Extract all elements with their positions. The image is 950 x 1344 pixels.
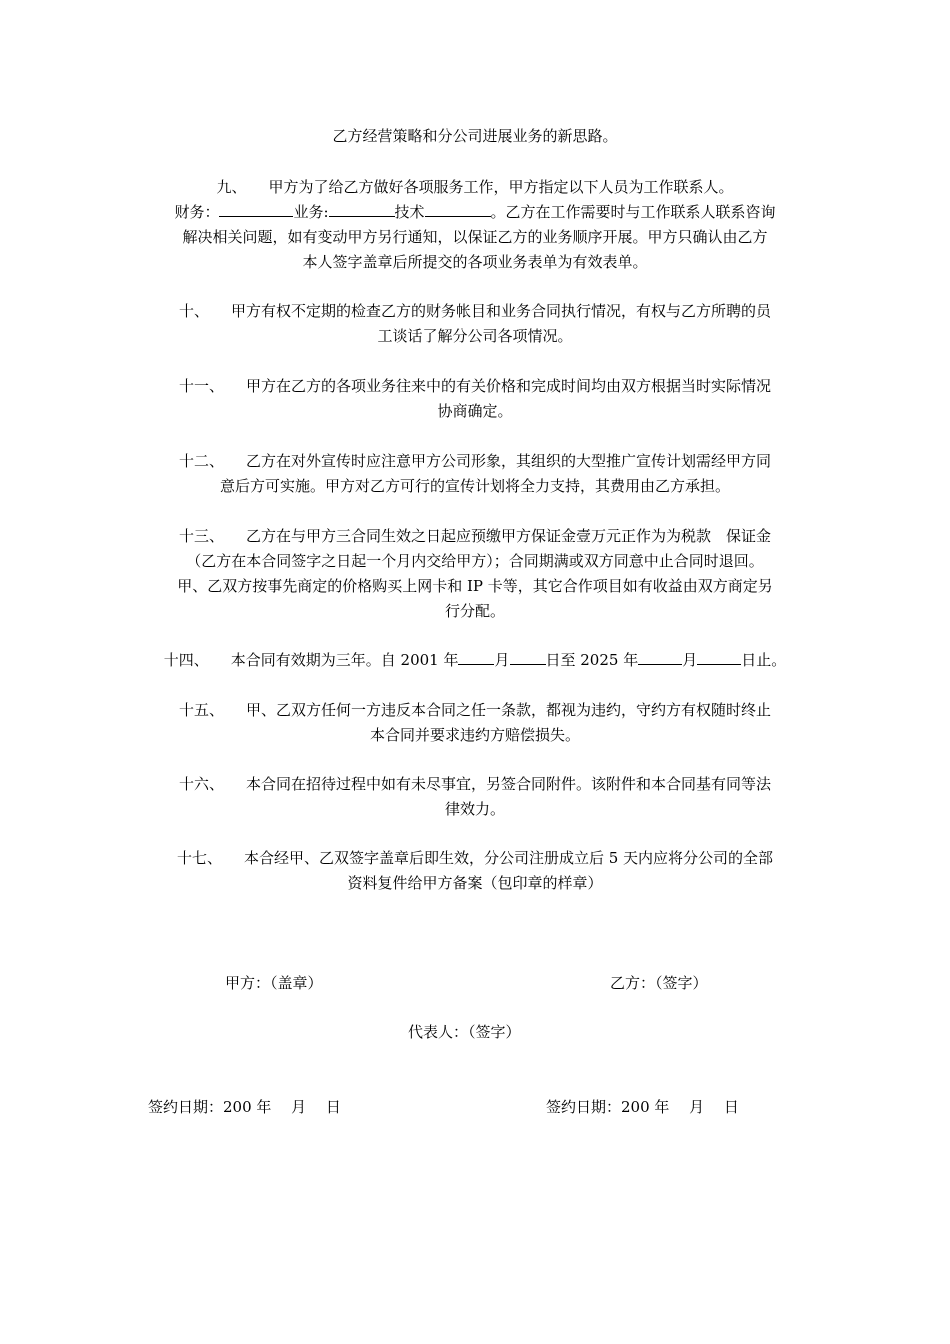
clause-17-line-1 [140, 846, 810, 871]
clause-17-text-1: 本合经甲、乙双签字盖章后即生效，分公司注册成立后 5 天内应将分公司的全部 [243, 849, 774, 867]
clause-9-line-3: 解决相关问题，如有变动甲方另行通知，以保证乙方的业务顺序开展。甲方只确认由乙方 [182, 228, 768, 246]
clause-15-line-1 [140, 698, 810, 723]
clause-16-text-1: 本合同在招待过程中如有未尽事宜，另签合同附件。该附件和本合同基有同等法 [246, 775, 772, 793]
clause-11-text-1: 甲方在乙方的各项业务往来中的有关价格和完成时间均由双方根据当时实际情况 [246, 377, 772, 395]
party-b-sign-date: 签约日期：200 年 月 日 [546, 1098, 739, 1116]
clause-14-text-3: 日止。 [741, 651, 787, 669]
clause-14-line-1 [140, 648, 810, 673]
start-day-blank[interactable] [510, 648, 546, 665]
clause-9-number: 九、 [216, 178, 247, 196]
business-label: 业务: [293, 203, 329, 221]
clause-14-text-1: 本合同有效期为三年。自 2001 年 [230, 651, 459, 669]
clause-13-line-2: （乙方在本合同签字之日起一个月内交给甲方）；合同期满或双方同意中止合同时退回。 [186, 552, 764, 570]
clause-14-number: 十四、 [163, 651, 209, 669]
clause-12-line-2: 意后方可实施。甲方对乙方可行的宣传计划将全力支持，其费用由乙方承担。 [219, 477, 730, 495]
clause-10-number: 十、 [178, 302, 209, 320]
clause-13-line-3: 甲、乙双方按事先商定的价格购买上网卡和 IP 卡等，其它合作项目如有收益由双方商定另 [177, 577, 773, 595]
clause-15-text-1: 甲、乙双方任何一方违反本合同之任一条款，都视为违约，守约方有权随时终止 [246, 701, 772, 719]
finance-label: 财务： [174, 203, 220, 221]
clause-17-number: 十七、 [176, 849, 222, 867]
finance-blank[interactable] [219, 200, 293, 217]
clause-11-number: 十一、 [178, 377, 224, 395]
intro-line: 乙方经营策略和分公司进展业务的新思路。 [332, 127, 618, 145]
party-b-signature: 乙方：（签字） [610, 974, 708, 992]
clause-14-text-2: 日至 2025 年 [545, 651, 639, 669]
clause-16-number: 十六、 [178, 775, 224, 793]
clause-9-line-2 [140, 200, 810, 225]
clause-11-line-2: 协商确定。 [437, 402, 513, 420]
clause-9-text-2: 。乙方在工作需要时与工作联系人联系咨询 [490, 203, 776, 221]
clause-10-line-2: 工谈话了解分公司各项情况。 [377, 327, 573, 345]
clause-12-text-1: 乙方在对外宣传时应注意甲方公司形象，其组织的大型推广宣传计划需经甲方同 [246, 452, 772, 470]
clause-9-text-1: 甲方为了给乙方做好各项服务工作，甲方指定以下人员为工作联系人。 [268, 178, 734, 196]
tech-blank[interactable] [425, 200, 491, 217]
clause-12-line-1 [140, 449, 810, 474]
clause-14-month-2: 月 [682, 651, 698, 669]
representative-signature: 代表人：（签字） [408, 1023, 521, 1041]
clause-14-month-1: 月 [494, 651, 510, 669]
clause-9-line-4: 本人签字盖章后所提交的各项业务表单为有效表单。 [302, 253, 648, 271]
clause-16-line-2: 律效力。 [444, 800, 505, 818]
party-a-seal: 甲方：（盖章） [225, 974, 323, 992]
clause-13-text-1: 乙方在与甲方三合同生效之日起应预缴甲方保证金壹万元正作为为税款 保证金 [246, 527, 772, 545]
clause-15-number: 十五、 [178, 701, 224, 719]
clause-15-line-2: 本合同并要求违约方赔偿损失。 [369, 726, 580, 744]
clause-11-line-1 [140, 374, 810, 399]
clause-12-number: 十二、 [178, 452, 224, 470]
end-month-blank[interactable] [638, 648, 682, 665]
business-blank[interactable] [329, 200, 395, 217]
clause-13-number: 十三、 [178, 527, 224, 545]
clause-10-text-1: 甲方有权不定期的检查乙方的财务帐目和业务合同执行情况，有权与乙方所聘的员 [231, 302, 772, 320]
end-day-blank[interactable] [697, 648, 741, 665]
start-month-blank[interactable] [458, 648, 494, 665]
clause-17-line-2: 资料复件给甲方备案（包印章的样章） [347, 874, 603, 892]
party-a-sign-date: 签约日期：200 年 月 日 [148, 1098, 341, 1116]
clause-13-line-4: 行分配。 [444, 602, 505, 620]
clause-13-line-1 [140, 524, 810, 549]
clause-16-line-1 [140, 772, 810, 797]
clause-10-line-1 [140, 299, 810, 324]
clause-9-line-1 [140, 175, 810, 200]
tech-label: 技术 [394, 203, 425, 221]
